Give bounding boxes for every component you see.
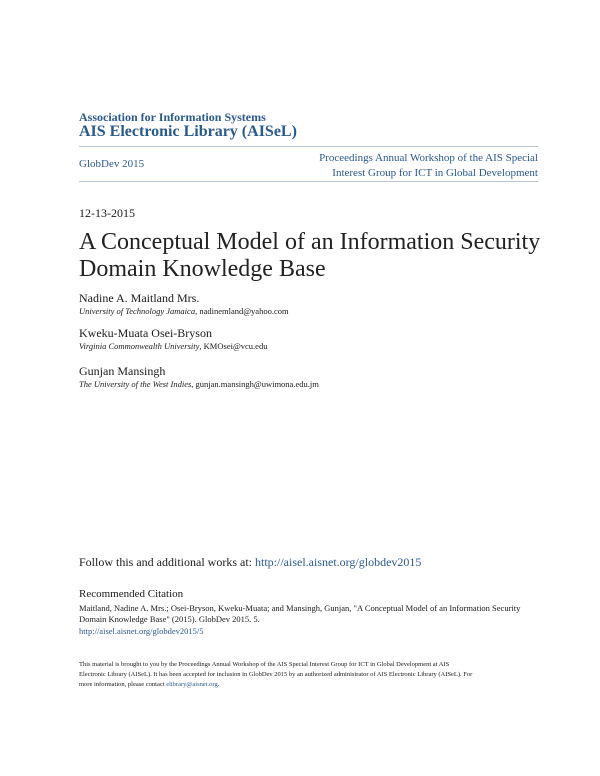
proceedings-line-1: Proceedings Annual Workshop of the AIS Special [319, 152, 538, 164]
citation-link[interactable]: http://aisel.aisnet.org/globdev2015/5 [79, 626, 204, 636]
author-affiliation: The University of the West Indies, gunjan.mansingh@uwimona.edu.jm [79, 379, 319, 389]
series-link[interactable]: GlobDev 2015 [79, 158, 145, 170]
follow-line [79, 555, 421, 570]
contact-email-link[interactable]: elibrary@aisnet.org [166, 681, 218, 688]
notice-line-2: Electronic Library (AISeL). It has been accepted for inclusion in GlobDev 2015 by an authorized administrator of AIS Electronic Library (AISeL). For [79, 671, 473, 678]
notice-contact-text: more information, please contact [79, 681, 165, 688]
citation-text [79, 603, 534, 625]
author-institution: University of Technology Jamaica [79, 306, 196, 316]
notice-line-1: This material is brought to you by the Proceedings Annual Workshop of the AIS Special Interest Group for ICT in Global Development at AIS [79, 661, 450, 668]
author-name: Nadine A. Maitland Mrs. [79, 291, 200, 305]
author-name: Gunjan Mansingh [79, 364, 166, 378]
author-email[interactable]: nadinemland@yahoo.com [199, 306, 289, 316]
proceedings-line-2: Interest Group for ICT in Global Development [332, 167, 538, 179]
notice-end: . [217, 681, 220, 688]
author-email[interactable]: KMOsei@vcu.edu [203, 341, 268, 351]
header-divider-bottom [79, 181, 538, 182]
follow-text: Follow this and additional works at: [79, 555, 252, 569]
author-affiliation: Virginia Commonwealth University, KMOsei@vcu.edu [79, 341, 268, 351]
author-name: Kweku-Muata Osei-Bryson [79, 326, 212, 340]
publication-date: 12-13-2015 [79, 206, 135, 220]
collection-link[interactable]: http://aisel.aisnet.org/globdev2015 [255, 555, 422, 569]
author-affiliation: University of Technology Jamaica, nadinemland@yahoo.com [79, 306, 289, 316]
citation-line-1: Maitland, Nadine A. Mrs.; Osei-Bryson, Kweku-Muata; and Mansingh, Gunjan, "A Conceptual Model of an Information Security [79, 603, 521, 613]
author-institution: Virginia Commonwealth University [79, 341, 200, 351]
paper-title [79, 229, 549, 283]
notice-line-3 [79, 680, 524, 690]
citation-heading: Recommended Citation [79, 588, 184, 600]
author-email[interactable]: gunjan.mansingh@uwimona.edu.jm [195, 379, 319, 389]
proceedings-link[interactable] [278, 151, 538, 181]
access-notice [79, 660, 524, 690]
paper-title-line-2: Domain Knowledge Base [79, 256, 326, 282]
author-institution: The University of the West Indies [79, 379, 192, 389]
header-divider-top [79, 146, 538, 147]
citation-line-2: Domain Knowledge Base" (2015). GlobDev 2015. 5. [79, 614, 260, 624]
paper-title-line-1: A Conceptual Model of an Information Security [79, 229, 541, 255]
library-name[interactable]: AIS Electronic Library (AISeL) [79, 123, 297, 140]
association-name: Association for Information Systems [79, 110, 266, 124]
